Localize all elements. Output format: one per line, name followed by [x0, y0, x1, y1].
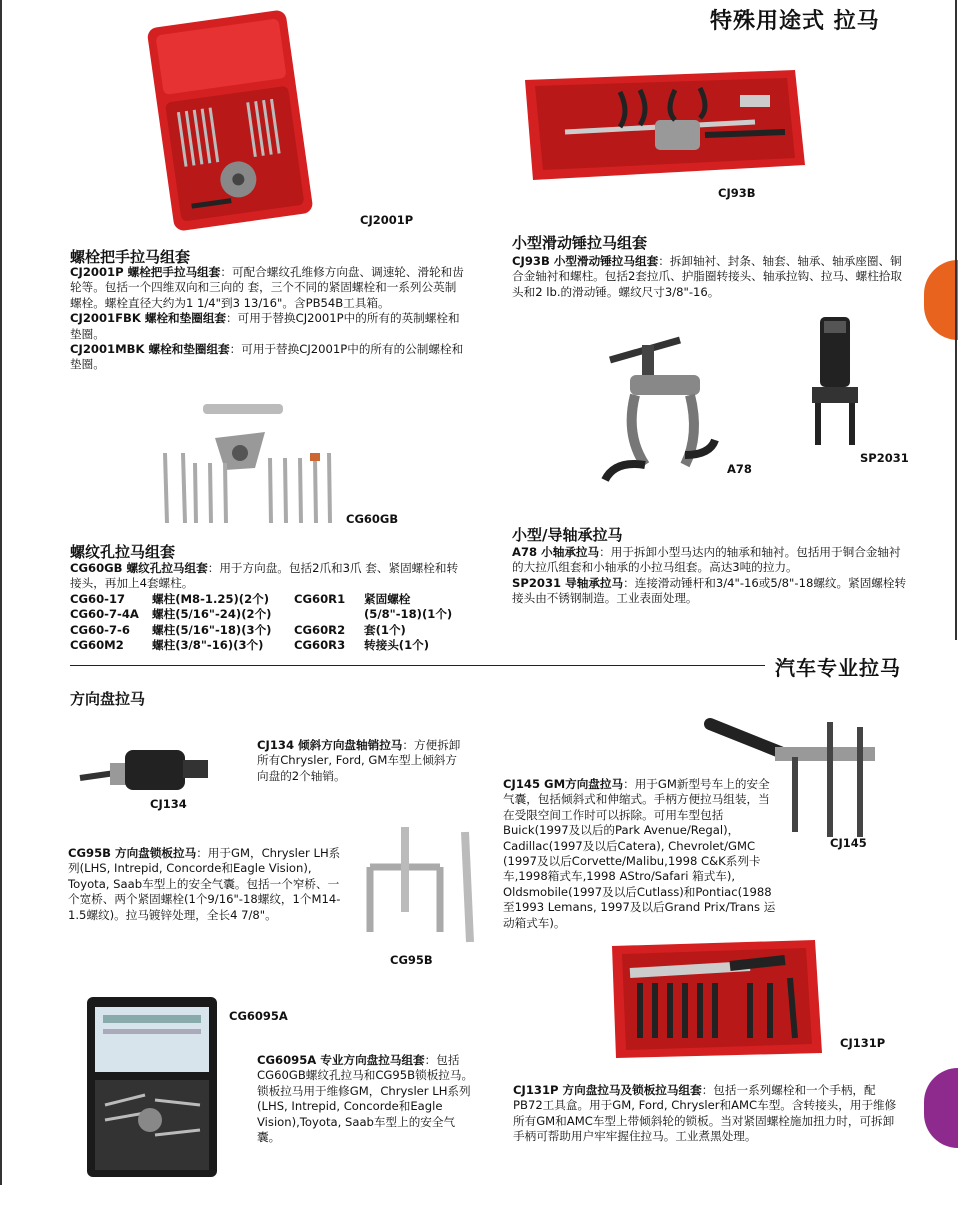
cg6095a-case-image: [85, 995, 220, 1180]
part-code: CG60R1: [294, 592, 346, 606]
small-bearing-title: 小型/导轴承拉马: [512, 526, 623, 544]
part-code: CG60R3: [294, 638, 346, 653]
a78-image: [590, 320, 730, 480]
thread-kit-title: 螺纹孔拉马组套: [70, 543, 176, 561]
page-title: 特殊用途式 拉马: [710, 9, 880, 34]
cj2001p-case-image: [150, 10, 310, 230]
bolt-kit-description: [70, 265, 465, 373]
cg60gb-text: ：用于方向盘。包括2爪和3爪 套、紧固螺栓和转接头，再加上4套螺柱。: [70, 561, 459, 591]
cj131p-text: ：包括一系列螺栓和一个手柄，配PB72工具盒。用于GM, Ford, Chrysler和AMC车型。含转接头，用于维修所有GM和AMC车型上带倾斜轮的锁板。当对紧固螺栓施加扭力时，可拆卸手柄可帮助用户牢牢握住拉马。工业煮黑处理。: [513, 1083, 897, 1144]
part-code: CG60-17: [70, 592, 126, 606]
cj134-text: ：方便拆卸所有Chrysler, Ford, GM车型上倾斜方向盘的2个轴销。: [257, 738, 461, 783]
cg60gb-image: [155, 398, 335, 528]
sp2031-code: SP2031 导轴承拉马: [512, 575, 624, 590]
part-desc: 螺柱(5/16"-18)(3个): [152, 622, 272, 637]
part-code: CG60R2: [294, 622, 346, 637]
cj134-caption: CJ134: [150, 797, 187, 811]
part-desc: 螺柱(3/8"-16)(3个): [152, 638, 264, 653]
part-desc: 转接头(1个): [364, 638, 430, 653]
cg95b-caption: CG95B: [390, 953, 433, 967]
a78-text: ：用于拆卸小型马达内的轴承和轴衬。包括用于铜合金轴衬的大拉爪组套和小轴承的小拉马组套。高达3吨的拉力。: [512, 545, 901, 575]
section-tab-purple[interactable]: [924, 1068, 958, 1148]
cj145-description: [503, 777, 778, 931]
cj2001mbk-text: ：可用于替换CJ2001P中的所有的公制螺栓和垫圈。: [70, 342, 464, 372]
section-divider: [70, 665, 765, 666]
cg95b-text: ：用于GM，Chrysler LH系列(LHS, Intrepid, Concorde和Eagle Vision), Toyota, Saab车型上的安全气囊。包括一个窄桥、一个宽桥、两个紧固螺栓(1个9/16"-18螺纹，1个M14-1.5螺纹)。拉马镀锌处理，全长4 7/8"。: [68, 846, 341, 922]
sp2031-image: [800, 315, 870, 455]
part-desc: 紧固螺栓: [364, 592, 411, 606]
sp2031-text: ：连接滑动锤杆和3/4"-16或5/8"-18螺纹。紧固螺栓转接头由不锈钢制造。工业表面处理。: [512, 575, 907, 606]
cg6095a-text: ：包括CG60GB螺纹孔拉马和CG95B锁板拉马。锁板拉马用于维修GM，Chrysler LH系列(LHS, Intrepid, Concorde和Eagle Vision),Toyota, Saab车型上的安全气囊。: [257, 1053, 474, 1145]
cj2001fbk-text: ：可用于替换CJ2001P中的所有的英制螺栓和垫圈。: [70, 311, 460, 341]
cj131p-code: CJ131P 方向盘拉马及锁板拉马组套: [513, 1083, 702, 1097]
slide-kit-description: [512, 254, 907, 300]
cg95b-code: CG95B 方向盘锁板拉马: [68, 846, 197, 860]
cj93b-text: ：拆卸轴衬、封条、轴套、轴承、轴承座圈、铜合金轴衬和螺柱。包括2套拉爪、护脂圈转接头、轴承拉钩、拉马、螺柱拾取头和2 lb.的滑动锤。螺纹尺寸3/8"-16。: [512, 254, 902, 299]
cj2001p-text: ：可配合螺纹孔维修方向盘、调速轮、滑轮和齿轮等。包括一个四维双向和三向的 套，三个不同的紧固螺栓和一系列公英制螺栓。螺栓直径大约为1 1/4"到3 13/16"。含PB54B工具箱。: [70, 265, 464, 310]
cg60gb-caption: CG60GB: [346, 512, 399, 526]
slide-kit-title: 小型滑动锤拉马组套: [512, 234, 648, 252]
cj2001p-caption: CJ2001P: [360, 213, 414, 227]
part-code: CG60M2: [70, 638, 124, 653]
a78-caption: A78: [727, 462, 752, 476]
section-title-automotive: 汽车专业拉马: [775, 656, 901, 680]
table-row: [70, 592, 452, 607]
cj131p-case-image: [610, 938, 825, 1060]
cg95b-description: [68, 846, 348, 923]
steering-title: 方向盘拉马: [70, 690, 146, 708]
table-row: [70, 623, 452, 638]
cj145-code: CJ145 GM方向盘拉马: [503, 777, 624, 791]
cj2001mbk-code: CJ2001MBK 螺栓和垫圈组套: [70, 342, 230, 357]
cj93b-case-image: [525, 70, 805, 180]
cj134-description: [257, 738, 467, 784]
page-edge-line-left: [0, 0, 2, 1185]
cj93b-code: CJ93B 小型滑动锤拉马组套: [512, 254, 659, 268]
page-edge-line: [955, 0, 957, 640]
cj2001p-code: CJ2001P 螺栓把手拉马组套: [70, 265, 221, 279]
part-desc: 螺柱(M8-1.25)(2个): [152, 592, 270, 606]
cj134-code: CJ134 倾斜方向盘轴销拉马: [257, 738, 403, 752]
a78-code: A78 小轴承拉马: [512, 545, 600, 559]
table-row: [70, 638, 452, 653]
small-bearing-description: [512, 545, 907, 607]
part-desc: 套(1个): [364, 622, 406, 637]
sp2031-caption: SP2031: [860, 451, 909, 465]
cg60gb-code: CG60GB 螺纹孔拉马组套: [70, 561, 208, 575]
cj131p-description: [513, 1083, 903, 1145]
cj2001fbk-code: CJ2001FBK 螺栓和垫圈组套: [70, 311, 227, 326]
cj131p-caption: CJ131P: [840, 1036, 886, 1050]
cg6095a-caption: CG6095A: [229, 1009, 288, 1023]
bolt-kit-title: 螺栓把手拉马组套: [70, 248, 191, 266]
thread-kit-description: [70, 561, 468, 592]
part-code: CG60-7-4A: [70, 607, 139, 622]
part-desc: (5/8"-18)(1个): [364, 607, 453, 622]
part-desc: 螺柱(5/16"-24)(2个): [152, 607, 272, 622]
cj145-caption: CJ145: [830, 836, 867, 850]
cg95b-image: [365, 822, 485, 947]
cj134-image: [75, 738, 215, 798]
table-row: [70, 607, 452, 622]
cj145-text: ：用于GM新型号车上的安全气囊，包括倾斜式和伸缩式。手柄方便拉马组装，当在受限空间工作时可以拆除。可用车型包括Buick(1997及以后的Park Avenue/Regal)，Cadillac(1997及以后Catera), Chevrolet/GMC (1997及以后Corvette/Malibu,1998 C&K系列卡车,1998箱式车,1998 AStro/Safari 箱式车), Oldsmobile(1997及以后Cutlass)和Pontiac(1988至1993 Lemans, 1997及以后Grand Prix/Trans 运动箱式车)。: [503, 777, 776, 930]
section-tab-orange[interactable]: [924, 260, 958, 340]
cg6095a-description: [257, 1053, 477, 1145]
cj93b-caption: CJ93B: [718, 186, 756, 200]
cg60gb-parts-table: [70, 592, 452, 654]
part-code: CG60-7-6: [70, 622, 130, 637]
part-code: [294, 607, 364, 622]
cg6095a-code: CG6095A 专业方向盘拉马组套: [257, 1053, 425, 1067]
